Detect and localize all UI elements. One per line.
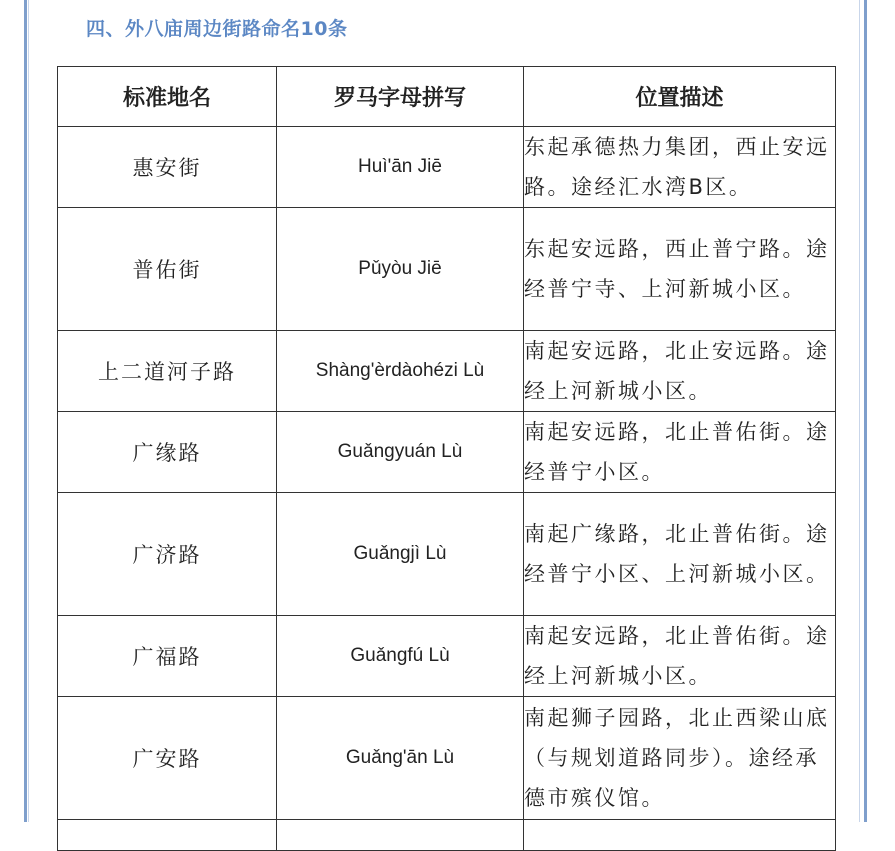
roman-spelling-cell: Huì'ān Jiē bbox=[277, 127, 524, 208]
standard-name-cell: 广缘路 bbox=[58, 412, 277, 493]
standard-name-cell: 惠安街 bbox=[58, 127, 277, 208]
standard-name-cell: 广安路 bbox=[58, 697, 277, 820]
location-description-cell: 南起安远路，北止普佑街。途经普宁小区。 bbox=[524, 412, 836, 493]
table-row bbox=[58, 412, 836, 493]
roman-spelling-cell: Guǎngyuán Lù bbox=[277, 412, 524, 493]
empty-cell bbox=[524, 820, 836, 851]
street-names-table bbox=[57, 66, 836, 851]
standard-name-cell: 普佑街 bbox=[58, 208, 277, 331]
empty-cell bbox=[277, 820, 524, 851]
page-frame-left bbox=[24, 0, 27, 822]
table-row-partial bbox=[58, 820, 836, 851]
table-row bbox=[58, 127, 836, 208]
location-description-cell: 南起狮子园路，北止西梁山底（与规划道路同步）。途经承德市殡仪馆。 bbox=[524, 697, 836, 820]
table-row bbox=[58, 493, 836, 616]
section-heading: 四、外八庙周边街路命名10条 bbox=[86, 18, 348, 40]
table-row bbox=[58, 616, 836, 697]
standard-name-cell: 广济路 bbox=[58, 493, 277, 616]
roman-spelling-cell: Pǔyòu Jiē bbox=[277, 208, 524, 331]
table-row bbox=[58, 697, 836, 820]
table-row bbox=[58, 208, 836, 331]
roman-spelling-cell: Guǎngjì Lù bbox=[277, 493, 524, 616]
table-row bbox=[58, 331, 836, 412]
empty-cell bbox=[58, 820, 277, 851]
location-description-cell: 南起安远路，北止安远路。途经上河新城小区。 bbox=[524, 331, 836, 412]
standard-name-cell: 广福路 bbox=[58, 616, 277, 697]
table-header-row bbox=[58, 67, 836, 127]
location-description-cell: 东起承德热力集团，西止安远路。途经汇水湾B区。 bbox=[524, 127, 836, 208]
location-description-cell: 南起安远路，北止普佑街。途经上河新城小区。 bbox=[524, 616, 836, 697]
roman-spelling-cell: Shàng'èrdàohézi Lù bbox=[277, 331, 524, 412]
header-roman-spelling: 罗马字母拼写 bbox=[277, 67, 524, 127]
header-standard-name: 标准地名 bbox=[58, 67, 277, 127]
roman-spelling-cell: Guǎng'ān Lù bbox=[277, 697, 524, 820]
page-frame-right bbox=[864, 0, 867, 822]
location-description-cell: 南起广缘路，北止普佑街。途经普宁小区、上河新城小区。 bbox=[524, 493, 836, 616]
roman-spelling-cell: Guǎngfú Lù bbox=[277, 616, 524, 697]
standard-name-cell: 上二道河子路 bbox=[58, 331, 277, 412]
header-location-description: 位置描述 bbox=[524, 67, 836, 127]
location-description-cell: 东起安远路，西止普宁路。途经普宁寺、上河新城小区。 bbox=[524, 208, 836, 331]
